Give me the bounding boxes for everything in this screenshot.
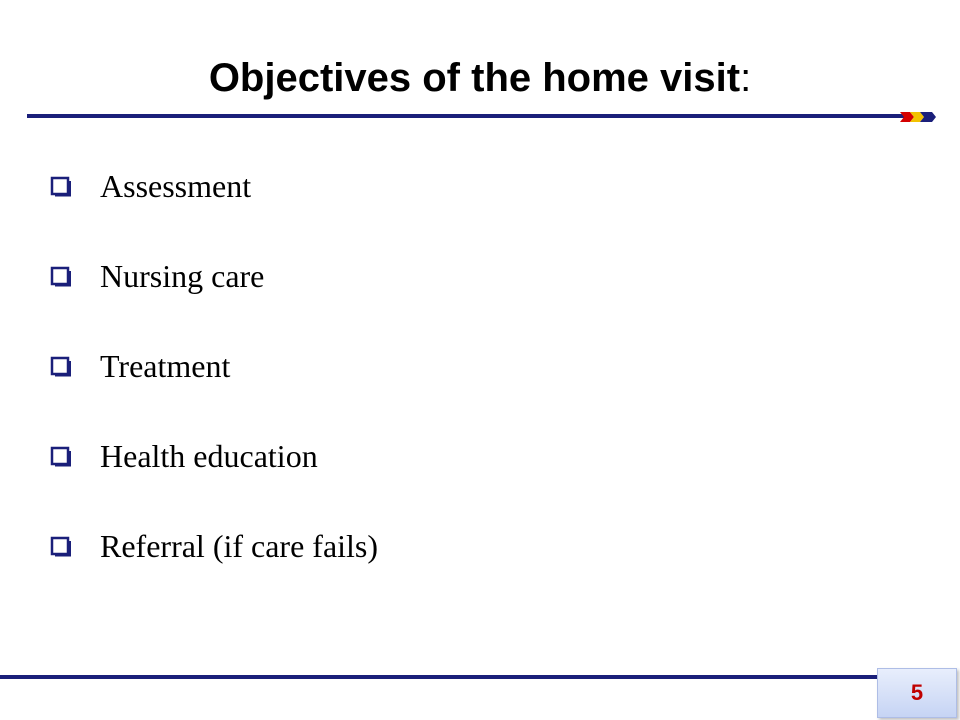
hollow-square-bullet-icon (50, 534, 74, 558)
page-number-badge (877, 668, 957, 718)
list-item-label: Nursing care (100, 258, 265, 294)
page-number: 5 (910, 680, 924, 705)
list-item (50, 342, 378, 432)
title-underline (27, 114, 907, 118)
list-item-label: Assessment (100, 168, 252, 204)
list-item-label: Referral (if care fails) (100, 528, 379, 564)
hollow-square-bullet-icon (50, 444, 74, 468)
hollow-square-bullet-icon (50, 174, 74, 198)
slide-title (0, 50, 960, 106)
objectives-list (50, 162, 378, 612)
hollow-square-bullet-icon (50, 264, 74, 288)
list-item (50, 252, 378, 342)
list-item (50, 162, 378, 252)
footer-rule (0, 675, 885, 679)
list-item-label: Health education (100, 438, 318, 474)
list-item (50, 432, 378, 522)
slide-title-colon: : (740, 56, 752, 100)
arrow-chevrons-icon (900, 110, 940, 124)
slide-title-text: Objectives of the home visit (208, 56, 741, 100)
list-item-label: Treatment (100, 348, 231, 384)
hollow-square-bullet-icon (50, 354, 74, 378)
list-item (50, 522, 378, 612)
